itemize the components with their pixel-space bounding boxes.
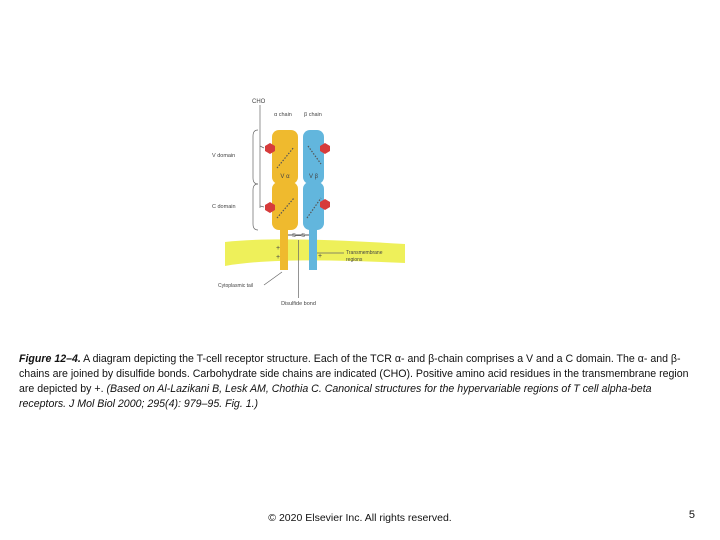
figure-number: Figure 12–4. — [19, 353, 81, 365]
v-alpha-label: V α — [280, 174, 290, 180]
v-domain-bracket — [253, 130, 258, 184]
cho-leader-tick — [260, 146, 264, 148]
transmembrane-label-line1: Transmembrane — [346, 250, 383, 256]
cytoplasmic-tail-label: Cytoplasmic tail — [218, 283, 254, 289]
positive-residue-marker: + — [318, 253, 323, 260]
figure-caption — [19, 352, 699, 412]
alpha-c-domain — [272, 182, 298, 230]
cho-label: CHO — [252, 99, 266, 105]
disulfide-bond-label: Disulfide bond — [281, 301, 316, 307]
v-domain-label: V domain — [212, 153, 236, 159]
page-number: 5 — [688, 509, 695, 521]
alpha-transmembrane-segment — [280, 228, 288, 270]
c-domain-bracket — [253, 184, 258, 230]
transmembrane-label-line2: regions — [346, 257, 363, 263]
tcr-structure-diagram — [200, 90, 420, 315]
caption-source: (Based on Al-Lazikani B, Lesk AM, Chothia C. Canonical structures for the hypervariable regions of T cell alpha-beta receptors. J Mol Biol 2000; 295(4): 979–95. Fig. 1.) — [19, 383, 652, 410]
beta-transmembrane-segment — [309, 228, 317, 270]
cytoplasmic-tail-leader-line — [264, 272, 282, 285]
alpha-chain-label: α chain — [274, 112, 292, 118]
v-beta-label: V β — [308, 174, 319, 180]
positive-residue-marker: + — [276, 245, 281, 252]
copyright-footer: © 2020 Elsevier Inc. All rights reserved. — [268, 512, 452, 524]
cho-leader-tick — [260, 206, 264, 207]
caption-text: A diagram depicting the T-cell receptor structure. Each of the TCR α- and β-chain comprises a V and a C domain. The α- and β-chains are joined by disulfide bonds. Carbohydrate side chains are indicated (CHO). Positive amino acid residues in the transmembrane region are depicted by +. — [19, 353, 689, 395]
beta-chain-label: β chain — [304, 112, 322, 118]
positive-residue-marker: + — [276, 254, 281, 261]
c-domain-label: C domain — [212, 204, 236, 210]
disulfide-bridge-label: S—S — [292, 233, 305, 239]
